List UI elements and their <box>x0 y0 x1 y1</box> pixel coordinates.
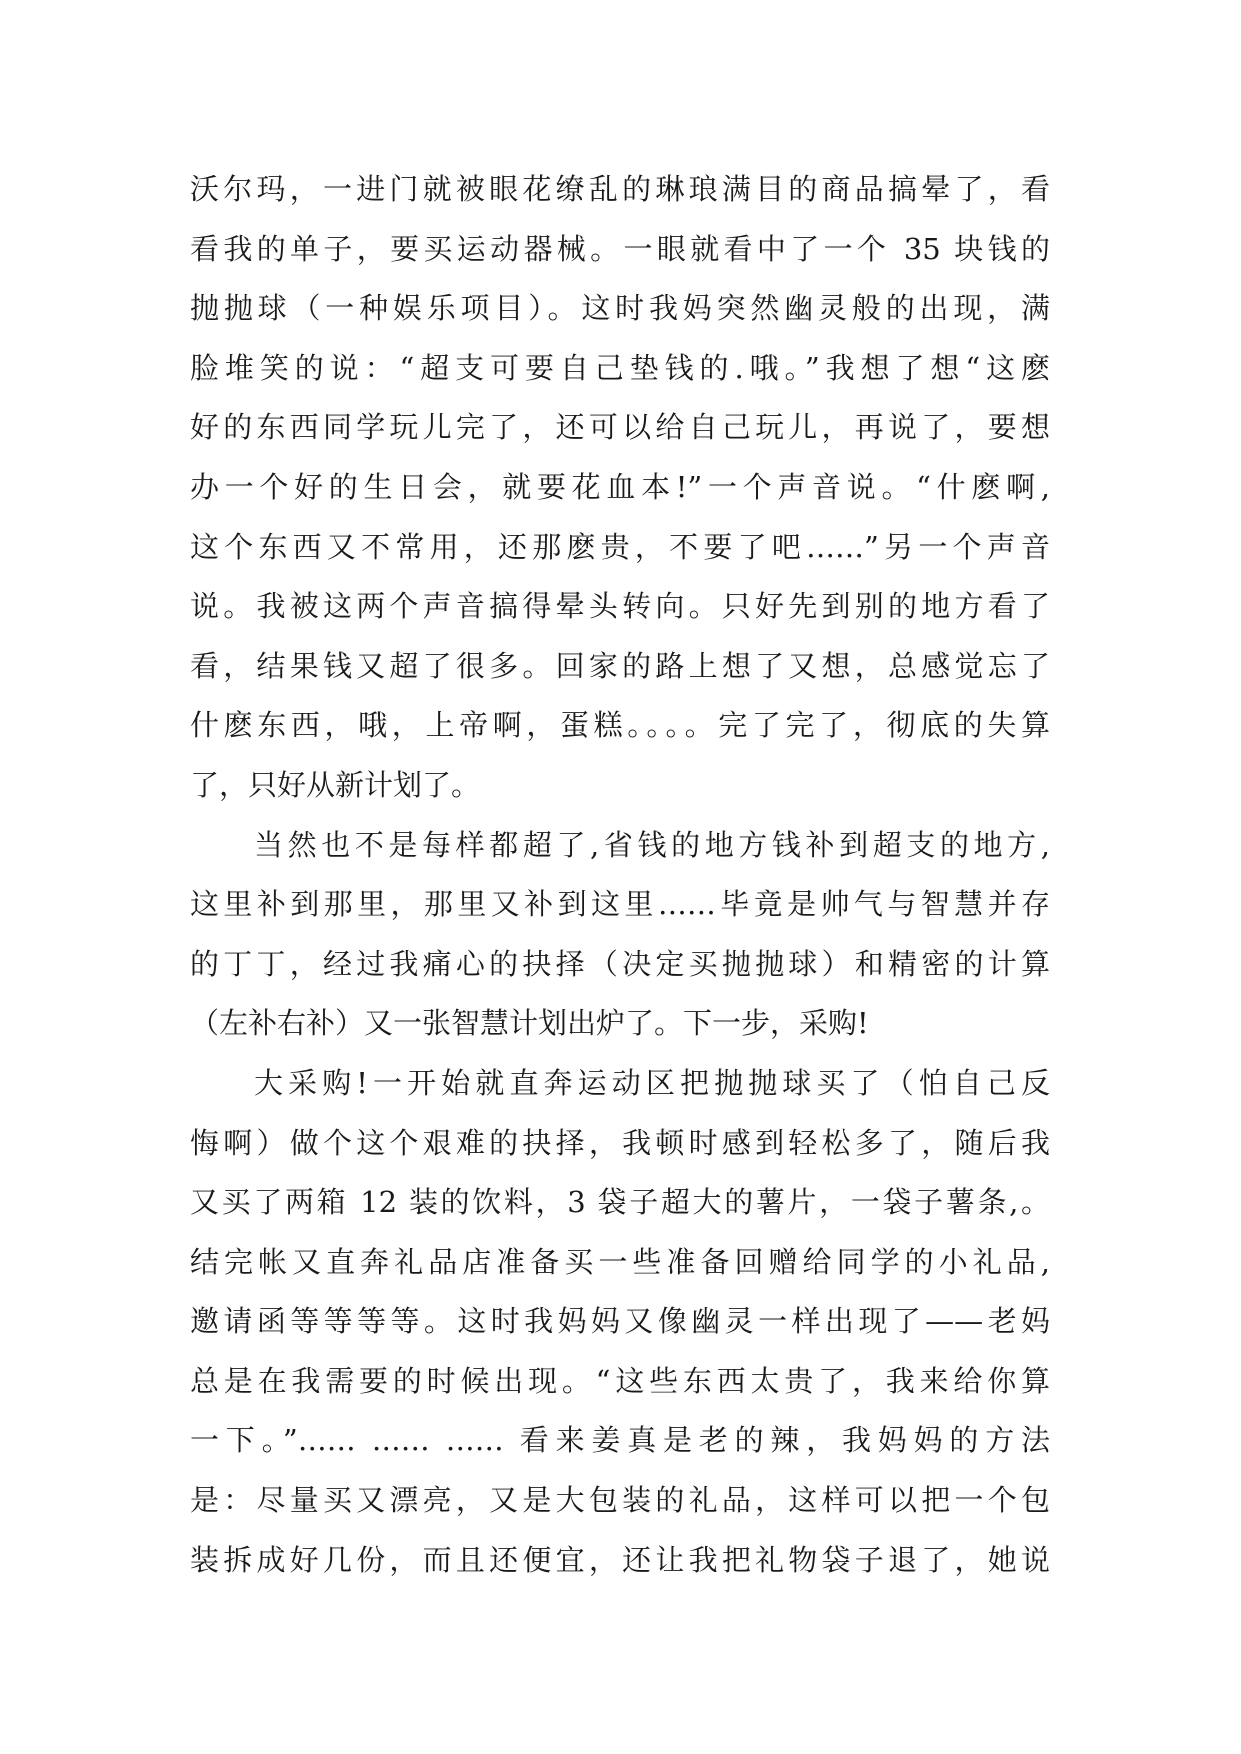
text-line: 结完帐又直奔礼品店准备买一些准备回赠给同学的小礼品, <box>190 1244 1050 1279</box>
text-line: 了，只好从新计划了。 <box>190 767 481 802</box>
text-line: 大采购!一开始就直奔运动区把抛抛球买了（怕自己反 <box>254 1065 1050 1100</box>
text-line: 什麽东西，哦，上帝啊，蛋糕。。。。完了完了，彻底的失算 <box>190 708 1050 743</box>
text-line: 抛抛球（一种娱乐项目）。这时我妈突然幽灵般的出现，满 <box>190 291 1050 326</box>
document-body <box>190 160 1050 1590</box>
text-line: 看，结果钱又超了很多。回家的路上想了又想，总感觉忘了 <box>190 648 1050 683</box>
text-line: 当然也不是每样都超了,省钱的地方钱补到超支的地方, <box>254 827 1050 862</box>
text-line: 看我的单子，要买运动器械。一眼就看中了一个 35 块钱的 <box>190 231 1050 266</box>
text-line: 悔啊）做个这个艰难的抉择，我顿时感到轻松多了，随后我 <box>190 1125 1050 1160</box>
text-line: 又买了两箱 12 装的饮料，3 袋子超大的薯片，一袋子薯条,。 <box>190 1185 1050 1220</box>
text-line: 总是在我需要的时候出现。“这些东西太贵了，我来给你算 <box>190 1363 1050 1398</box>
text-line: 一下。”…… …… …… 看来姜真是老的辣，我妈妈的方法 <box>190 1423 1050 1458</box>
paragraph-1 <box>190 160 1050 816</box>
text-line: 的丁丁，经过我痛心的抉择（决定买抛抛球）和精密的计算 <box>190 946 1050 981</box>
paragraph-2 <box>190 816 1050 1054</box>
text-line: 是：尽量买又漂亮，又是大包装的礼品，这样可以把一个包 <box>190 1483 1050 1518</box>
text-line: 邀请函等等等等。这时我妈妈又像幽灵一样出现了——老妈 <box>190 1304 1050 1339</box>
text-line: 办一个好的生日会，就要花血本!”一个声音说。“什麽啊, <box>190 469 1050 504</box>
text-line: 好的东西同学玩儿完了，还可以给自己玩儿，再说了，要想 <box>190 410 1050 445</box>
text-line: 装拆成好几份，而且还便宜，还让我把礼物袋子退了，她说 <box>190 1542 1050 1577</box>
text-line: 脸堆笑的说：“超支可要自己垫钱的.哦。”我想了想“这麽 <box>190 350 1050 385</box>
text-line: 沃尔玛，一进门就被眼花缭乱的琳琅满目的商品搞晕了，看 <box>190 172 1050 206</box>
paragraph-3 <box>190 1054 1050 1590</box>
text-line: 这个东西又不常用，还那麽贵，不要了吧……”另一个声音 <box>190 529 1050 564</box>
text-line: 说。我被这两个声音搞得晕头转向。只好先到别的地方看了 <box>190 589 1050 624</box>
text-line: （左补右补）又一张智慧计划出炉了。下一步，采购! <box>190 1006 869 1041</box>
text-line: 这里补到那里，那里又补到这里……毕竟是帅气与智慧并存 <box>190 887 1050 922</box>
